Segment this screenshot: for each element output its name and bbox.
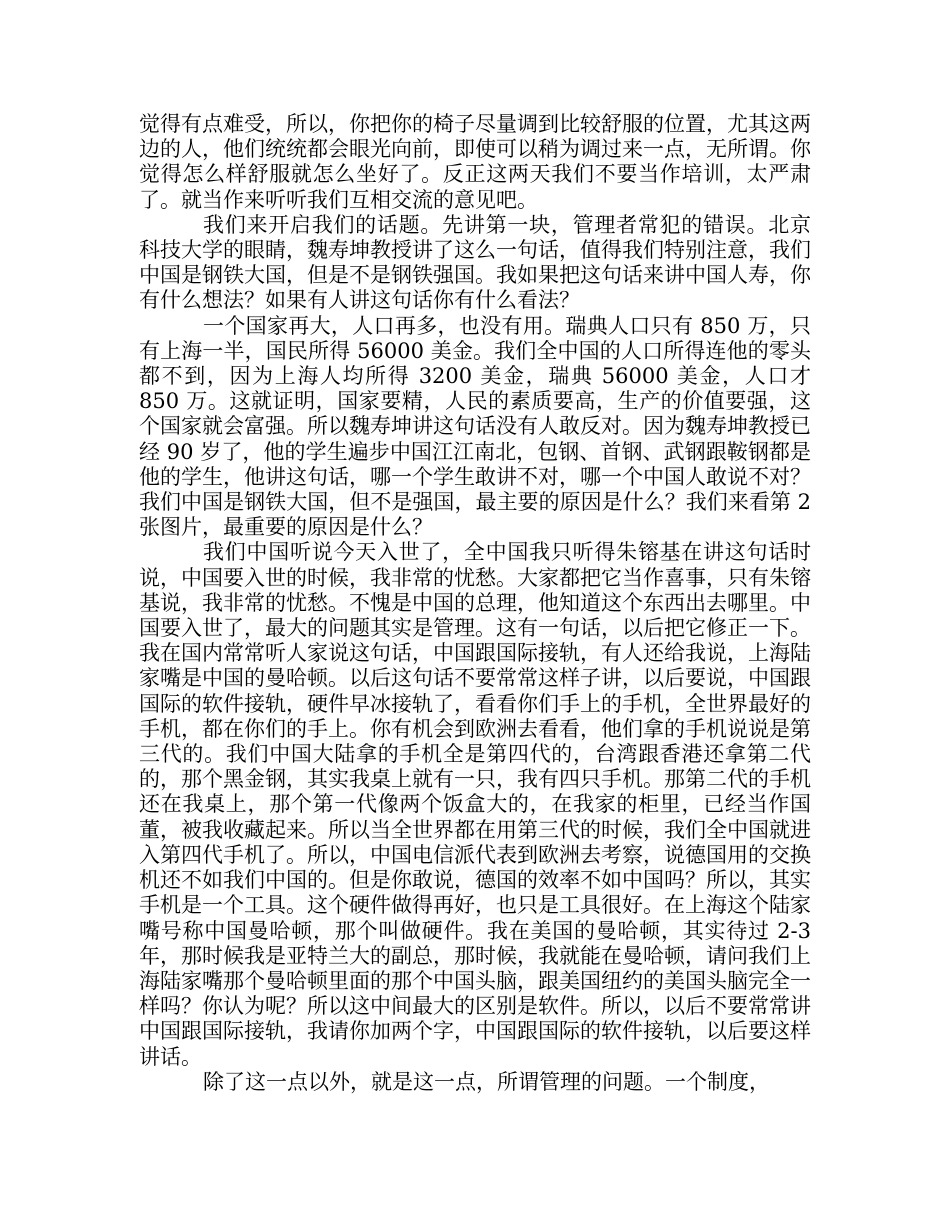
paragraph-5: 除了这一点以外，就是这一点，所谓管理的问题。一个制度，: [203, 1069, 770, 1094]
paragraph-1: 觉得有点难受，所以，你把你的椅子尽量调到比较舒服的位置，尤其这两边的人，他们统统都会眼光向前，即使可以稍为调过来一点，无所谓。你觉得怎么样舒服就怎么坐好了。反正这两天我们不要当作培训，太严肃了。就当作来听听我们互相交流的意见吧。: [139, 112, 811, 212]
paragraph-3: 一个国家再大，人口再多，也没有用。瑞典人口只有 850 万，只有上海一半，国民所得 56000 美金。我们全中国的人口所得连他的零头都不到，因为上海人均所得 3200 美金，瑞典 56000 美金，人口才 850 万。这就证明，国家要精，人民的素质要高，生产的价值要强，这个国家就会富强。所以魏寿坤讲这句话没有人敢反对。因为魏寿坤教授已经 90 岁了，他的学生遍步中国江江南北，包钢、首钢、武钢跟鞍钢都是他的学生，他讲这句话，哪一个学生敢讲不对，哪一个中国人敢说不对？我们中国是钢铁大国，但不是强国，最主要的原因是什么？我们来看第 2 张图片，最重要的原因是什么？: [139, 313, 811, 540]
document-page: [139, 112, 811, 1095]
paragraph-2: 我们来开启我们的话题。先讲第一块，管理者常犯的错误。北京科技大学的眼睛，魏寿坤教授讲了这么一句话，值得我们特别注意，我们中国是钢铁大国，但是不是钢铁强国。我如果把这句话来讲中国人寿，你有什么想法？如果有人讲这句话你有什么看法？: [139, 212, 811, 313]
paragraph-4: 我们中国听说今天入世了，全中国我只听得朱镕基在讲这句话时说，中国要入世的时候，我非常的忧愁。大家都把它当作喜事，只有朱镕基说，我非常的忧愁。不愧是中国的总理，他知道这个东西出去哪里。中国要入世了，最大的问题其实是管理。这有一句话，以后把它修正一下。我在国内常常听人家说这句话，中国跟国际接轨，有人还给我说，上海陆家嘴是中国的曼哈顿。以后这句话不要常常这样子讲，以后要说，中国跟国际的软件接轨，硬件早冰接轨了，看看你们手上的手机，全世界最好的手机，都在你们的手上。你有机会到欧洲去看看，他们拿的手机说说是第三代的。我们中国大陆拿的手机全是第四代的，台湾跟香港还拿第二代的，那个黑金钢，其实我桌上就有一只，我有四只手机。那第二代的手机还在我桌上，那个第一代像两个饭盒大的，在我家的柜里，已经当作国董，被我收藏起来。所以当全世界都在用第三代的时候，我们全中国就进入第四代手机了。所以，中国电信派代表到欧洲去考察，说德国用的交换机还不如我们中国的。但是你敢说，德国的效率不如中国吗？所以，其实手机是一个工具。这个硬件做得再好，也只是工具很好。在上海这个陆家嘴号称中国曼哈顿，那个叫做硬件。我在美国的曼哈顿，其实待过 2-3 年，那时候我是亚特兰大的副总，那时候，我就能在曼哈顿，请问我们上海陆家嘴那个曼哈顿里面的那个中国头脑，跟美国纽约的美国头脑完全一样吗？你认为呢？所以这中间最大的区别是软件。所以，以后不要常常讲中国跟国际接轨，我请你加两个字，中国跟国际的软件接轨，以后要这样讲话。: [139, 540, 811, 1069]
